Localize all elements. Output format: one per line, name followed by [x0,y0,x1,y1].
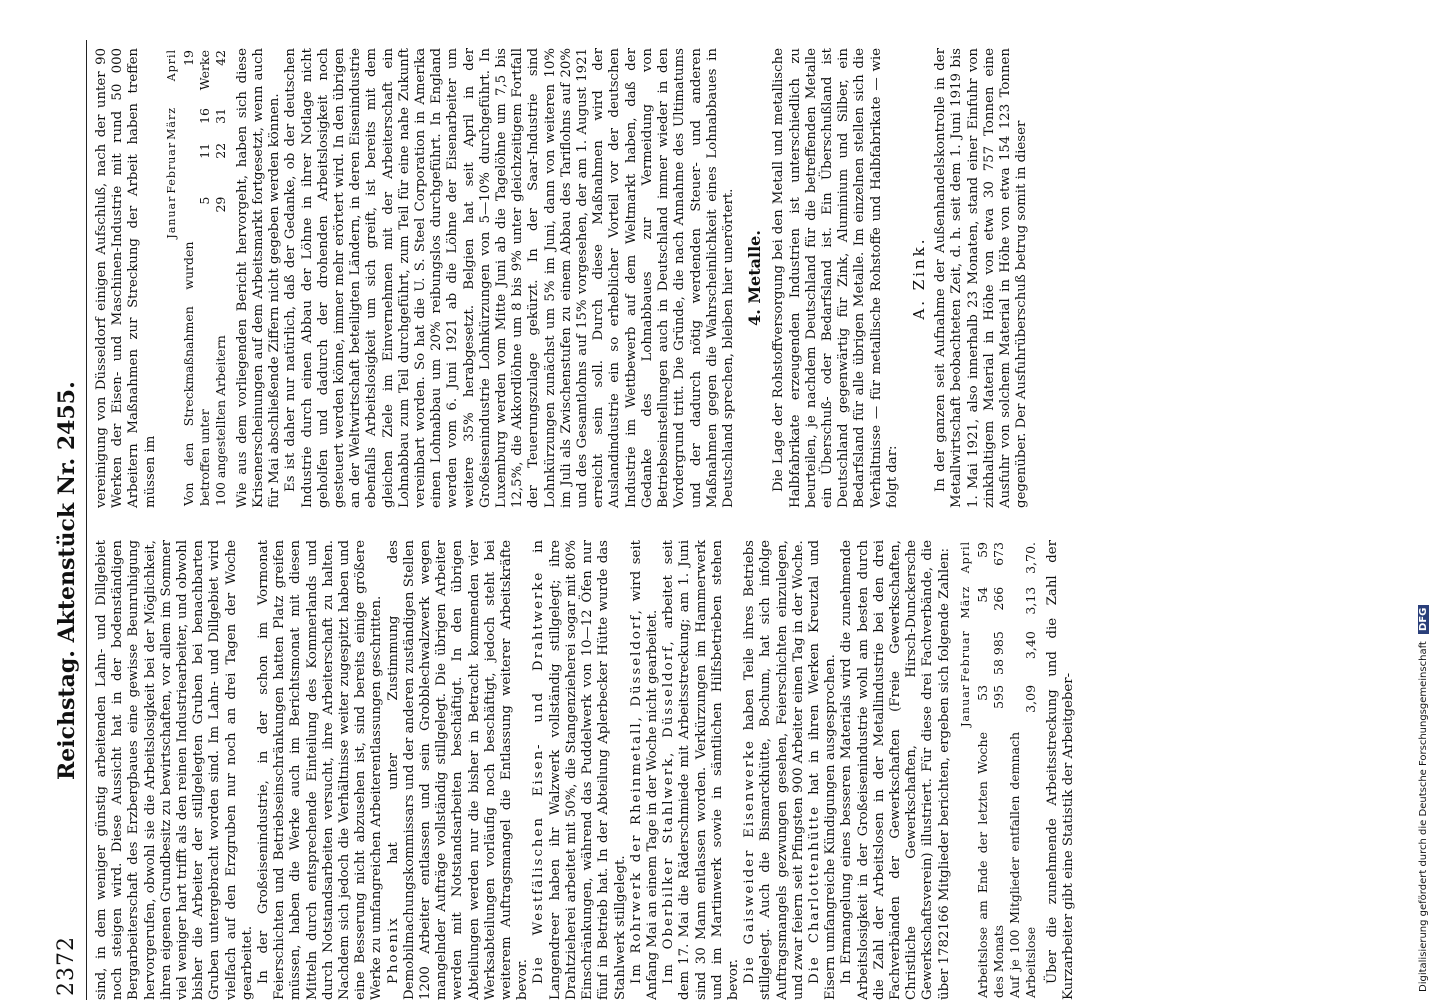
running-title: Reichstag. Aktenstück Nr. 2455. [54,381,80,780]
paragraph: In der Großeisenindustrie, in der schon im Vormonat Feierschichten und Betriebseinschränkungen hatten Platz greifen müssen, haben die Werke auch im Berichtsmonat mit diesen Mitteln durch entsprechende Einteilung des Kommerlands und durch Notstandsarbeiten versucht, ihre Arbeiterschaft zu halten. Nachdem sich jedoch die Verhältnisse weiter zugespitzt haben und eine Besserung nicht abzusehen ist, sind bereits einige größere Werke zu umfangreichen Arbeiterentlassungen geschritten. [256,540,385,1000]
cell: 3,70. [1022,542,1038,574]
company-name: Phoenix [385,916,401,984]
paragraph: Wie aus dem vorliegenden Bericht hervorgeht, haben sich diese Krisenerscheinungen auf dem Arbeitsmarkt fortgesetzt, wenn auch für Mai abschließende Ziffern nicht gegeben werden können. [234,48,283,508]
company-name: Die Gaisweider Eisenwerke [742,739,758,984]
paragraph [807,540,839,1000]
funding-text: Digitalisierung gefördert durch die Deutsche Forschungsgemeinschaft [1418,641,1429,992]
page-number: 2372 [54,936,79,996]
cell: 54 266 [974,586,1006,611]
cell: 42 [212,50,228,66]
table-row [181,48,213,508]
paragraph-text: wird seit Anfang Mai an einem Tage in der Woche nicht gearbeitet. [628,540,660,1000]
left-column [94,540,1077,1000]
cell: 11 [196,142,212,159]
month-header: April [164,49,178,82]
company-name: Die Charlottenhütte [806,805,822,984]
subsection-heading: A. Zink. [909,236,928,320]
digitization-note-text [1418,8,1429,992]
digitization-note [1418,8,1432,992]
table-row [975,540,1007,1000]
month-header: Februar [164,141,178,194]
company-name: Die Westfälischen Eisen- und Drahtwerke [531,570,547,984]
row-label: 100 angestellten Arbeitern [212,335,228,506]
dfg-logo: DFG [1418,605,1429,634]
rotated-page [50,40,1380,1000]
paragraph: sind, in dem weniger günstig arbeitenden Lahn- und Dillgebiet noch steigen wird. Diese Aussicht hat in der bodenständigen Bergarbeiterschaft des Erzbergbaues eine gewisse Beunruhigung hervorgerufen, obwohl sie die Arbeitslosigkeit bei der Möglichkeit, ihren eigenen Grundbesitz zu bewirtschaften, vor allem im Sommer viel weniger hart trifft als den reinen Industriearbeiter, und obwohl bisher die Arbeiter der stillgelegten Gruben bei benachbarten Gruben untergebracht worden sind. Im Lahn- und Dillgebiet wird vielfach auf den Erzgruben nur noch an drei Tagen der Woche gearbeitet. [94,540,255,1000]
cell: 3,13 [1022,586,1038,615]
table-row [1007,540,1039,1000]
right-column [94,48,1030,508]
month-header: März [958,585,972,619]
month-header: März [164,107,178,140]
table-row [213,48,229,508]
paragraph-text: hat in ihren Werken Kreuztal und Eisern umfangreiche Kündigungen ausgesprochen. [806,540,839,1000]
paragraph-text: hat unter Zustimmung des Demobilmachungskommissars und der anderen zuständigen Stellen 1200 Arbeiter entlassen und sein Grobblechwalzwerk wegen mangelnder Aufträge vollständig stillgelegt. Die übrigen Arbeiter werden mit Notstandsarbeiten beschäftigt. In den übrigen Abteilungen werden nur die bisher in Betracht kommenden vier Werksabteilungen vorläufig noch beschäftigt, jedoch steht bei weiterem Auftragsmangel die Entlassung weiterer Arbeitskräfte bevor. [385,540,531,1000]
paragraph: Es ist daher nur natürlich, daß der Gedanke, ob der deutschen Industrie durch einen Abbau der Löhne in ihrer Notlage nicht geholfen und dadurch der drohenden Arbeitslosigkeit noch gesteuert werden könne, immer mehr erörtert wird. In den übrigen an der Weltwirtschaft beteiligten Ländern, in deren Eisenindustrie ebenfalls Arbeitslosigkeit um sich greift, ist bereits mit dem gleichen Ziele im Einvernehmen mit der Arbeiterschaft ein Lohnabbau zum Teil durchgeführt, zum Teil für eine nahe Zukunft vereinbart worden. So hat die U. S. Steel Corporation in Amerika einen Lohnabbau um 20% reibungslos durchgeführt. In England werden vom 6. Juni 1921 ab die Löhne der Eisenarbeiter um weitere 35% herabgesetzt. Belgien hat seit April in der Großeisenindustrie Lohnkürzungen von 5—10% durchgeführt. In Luxemburg werden vom Mitte Juni ab die Tagelöhne um 7,5 bis 12,5%, die Akkordlöhne um 8 bis 9% unter gleichzeitigem Fortfall der Teuerungszulage gekürzt. In der Saar-Industrie sind Lohnkürzungen zunächst um 5% im Juni, dann von weiteren 10% im Juli als Zwischenstufen zu einem Abbau des Tariflohns auf 20% und des Gesamtlohns auf 15% vorgesehen, der am 1. August 1921 erreicht sein soll. Durch diese Maßnahmen wird der Auslandindustrie ein so erheblicher Vorteil vor der deutschen Industrie im Wettbewerb auf dem Weltmarkt haben, daß der Gedanke des Lohnabbaues zur Vermeidung von Betriebseinstellungen auch in Deutschland immer wieder in den Vordergrund tritt. Die Gründe, die nach Annahme des Ultimatums und der dadurch nötig werdenden Steuer- und anderen Maßnahmen gegen die Wahrscheinlichkeit eines Lohnabbaues in Deutschland sprechen, bleiben hier unerörtert. [283,48,736,508]
cell: 3,09 [1022,684,1038,713]
paragraph-text: arbeitet seit dem 17. Mai die Räderschmiede mit Arbeitsstreckung; am 1. Juni sind 30 Mann entlassen worden. Verkürzungen im Hammerwerk und im Martinwerk sowie in sämtlichen Hilfsbetrieben stehen bevor. [661,539,741,1000]
cell: 29 [212,196,228,213]
cell: 3,40 [1022,631,1038,660]
paragraph: Die Lage der Rohstoffversorgung bei den Metall und metallische Halbfabrikate erzeugenden Industrien ist unterschiedlich zu beurteilen, je nachdem Deutschland für die betreffenden Metalle ein Überschuß- oder Bedarfsland ist. Ein Überschußland ist Deutschland gegenwärtig für Zink, Aluminium und Silber, ein Bedarfsland für alle übrigen Metalle. Im einzelnen stellen sich die Verhältnisse — für metallische Rohstoffe und Halbfabrikate — wie folgt dar: [771,48,900,508]
month-header: April [958,541,972,574]
paragraph: In Ermangelung eines besseren Materials wird die zunehmende Arbeitslosigkeit in der Großeisenindustrie wohl am besten durch die Zahl der Arbeitslosen in der Metallindustrie bei den drei Fachverbänden der Gewerkschaften (Freie Gewerkschaften, Christliche Gewerkschaften, Hirsch-Dunckersche Gewerkschaftsverein) illustriert. Für diese drei Fachverbände, die über 1782166 Mitglieder berichten, ergeben sich folgende Zahlen: [839,540,952,1000]
month-header: Januar [164,195,178,239]
paragraph [742,540,807,1000]
row-label: Arbeitslose am Ende der letzten Woche des Monats [974,732,1006,998]
row-label: Auf je 100 Mitglieder entfallen demnach Arbeitslose [1006,732,1038,998]
cell: 22 [212,142,228,159]
cell: 31 [212,108,228,124]
paragraph-text: in Langendreer haben ihr Walzwerk vollständig stillgelegt; ihre Drahtzieherei arbeitet mit 50%, die Stangenzieherei sogar mit 80% Einschränkungen, während das Puddelwerk von 10—12 Öfen nur fünf in Betrieb hat. In der Abteilung Aplerbecker Hütte wurde das Stahlwerk stillgelegt. [531,540,628,1000]
section-heading: 4. Metalle. [745,230,765,326]
cell: 16 [196,108,212,124]
paragraph [531,540,628,1000]
short-work-table [163,48,229,508]
company-name: Im Oberbilker Stahlwerk, Düsseldorf, [661,639,677,984]
cell: 58 985 [990,631,1006,675]
paragraph: Über die zunehmende Arbeitsstreckung und die Zahl der Kurzarbeiter gibt eine Statistik der Arbeitgeber- [1044,540,1076,1000]
paragraph: vereinigung von Düsseldorf einigen Aufschluß, nach der unter 90 Werken der Eisen- und Maschinen-Industrie mit rund 50 000 Arbeitern Maßnahmen zur Streckung der Arbeit haben treffen müssen im [94,48,158,508]
unemployment-table [957,540,1039,1000]
paragraph-text: haben Teile ihres Betriebs stillgelegt. Auch die Bismarckhütte, Bochum, hat sich infolge Auftragsmangels gezwungen gesehen, Feierschichten einzulegen, und zwar feiern seit Pfingsten 900 Arbeiter einen Tag in der Woche. [742,540,806,1000]
page-header [50,40,87,1000]
paragraph: In der ganzen seit Aufnahme der Außenhandelskontrolle in der Metallwirtschaft beobachteten Zeit, d. h. seit dem 1. Juni 1919 bis 1. Mai 1921, also innerhalb 23 Monaten, stand einer Einfuhr von zinkhaltigem Material in Höhe von etwa 30 757 Tonnen eine Ausfuhr von solchem Material in Höhe von etwa 154 123 Tonnen gegenüber. Der Ausfuhrüberschuß betrug somit in dieser [933,48,1030,508]
paragraph [629,540,661,1000]
month-header: Januar [958,683,972,727]
row-label: Von den Streckmaßnahmen wurden betroffen unter [180,241,212,506]
cell: 59 673 [974,542,1006,566]
cell: 53 595 [974,684,1006,709]
paragraph [386,540,532,1000]
cell: 5 [196,196,212,205]
paragraph [661,540,742,1000]
company-name: Im Rohrwerk der Rheinmetall, Düsseldorf, [628,608,644,984]
month-header: Februar [958,630,972,682]
cell: 19 Werke [180,50,212,91]
